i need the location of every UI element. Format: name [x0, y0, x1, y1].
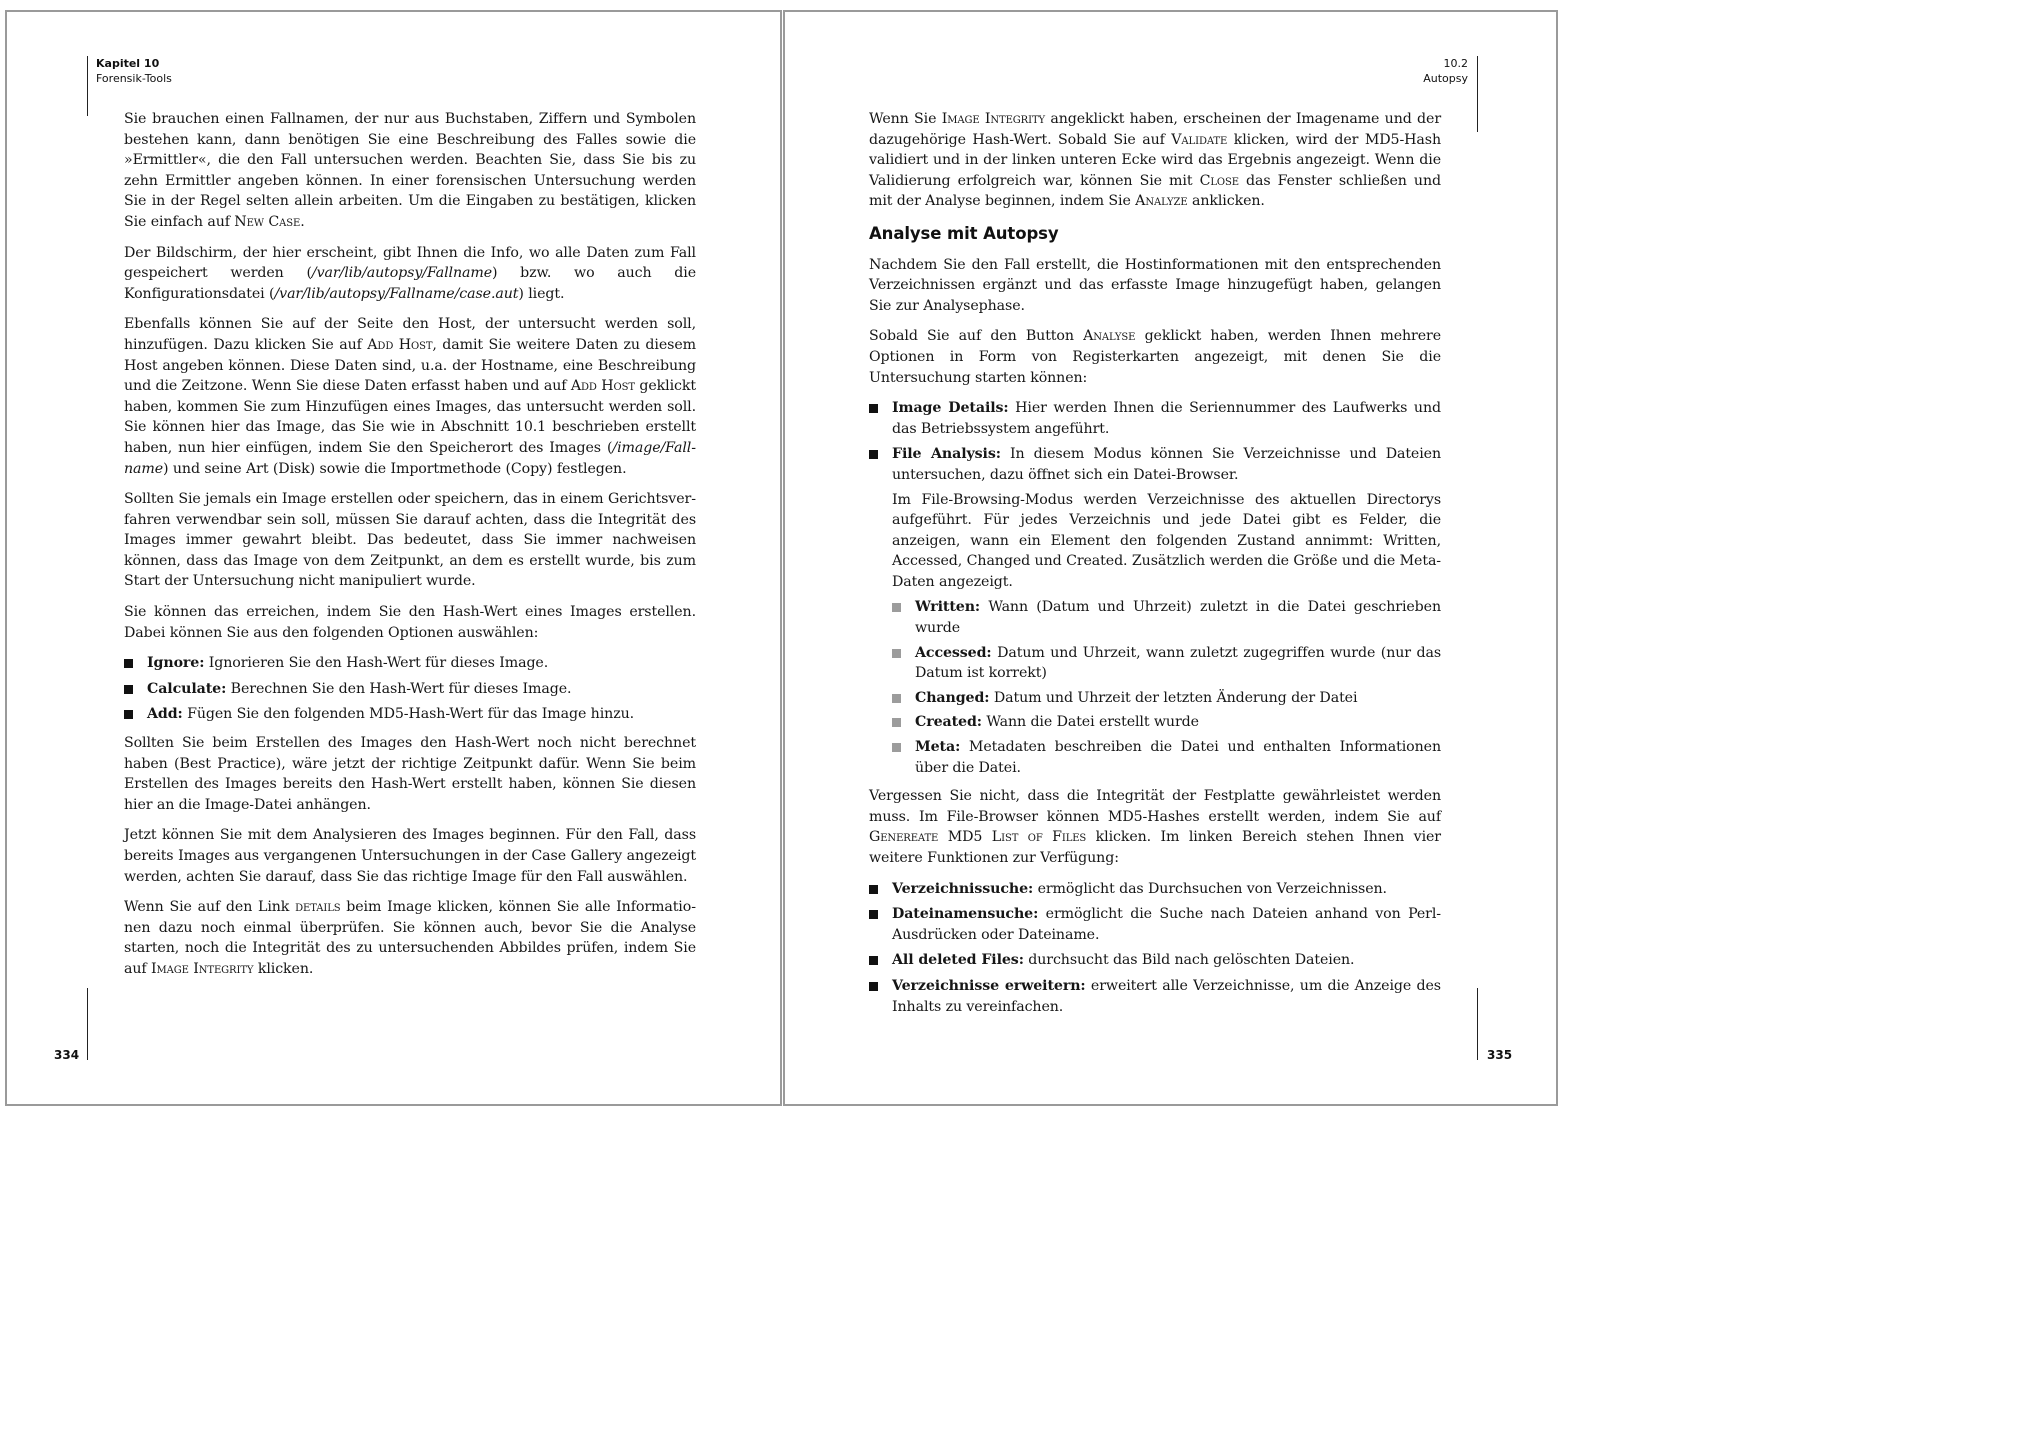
- left-page: [5, 10, 782, 1106]
- sub-list-item: Changed: Datum und Uhrzeit der letzten Änderung der Datei: [892, 688, 1441, 709]
- paragraph: Vergessen Sie nicht, dass die Integrität der Festplatte gewährleistet werden muss. Im File-Browser können MD5-Hashes erstellt werden, indem Sie auf Genereate MD5 List of Files klicken. Im linken Bereich stehen Ihnen vier weitere Funktionen zur Verfügung:: [869, 788, 1441, 866]
- functions-list: [869, 879, 1441, 1018]
- hash-options-list: [124, 653, 696, 725]
- paragraph: Wenn Sie Image Integrity angeklickt haben, erscheinen der Imagename und der dazugehörige Hash-Wert. Sobald Sie auf Validate klicken, wird der MD5-Hash validiert und in der linken unteren Ecke wird das Ergebnis angezeigt. Wenn die Validierung erfolgreich war, können Sie mit Close das Fenster schließen und mit der Analyse beginnen, indem Sie Analyze anklicken.: [869, 111, 1441, 210]
- chapter-title: Forensik-Tools: [96, 72, 172, 85]
- list-item: Dateinamensuche: ermöglicht die Suche nach Dateien anhand von Perl-Ausdrücken oder Dateiname.: [869, 904, 1441, 945]
- paragraph: Jetzt können Sie mit dem Analysieren des Images beginnen. Für den Fall, dass bereits Images aus vergangenen Untersuchungen in der Case Gallery angezeigt werden, achten Sie darauf, dass Sie das richtige Image für den Fall auswählen.: [124, 827, 696, 885]
- paragraph: Sie brauchen einen Fallnamen, der nur aus Buchstaben, Ziffern und Symbolen bestehen kann, dann benötigen Sie eine Beschreibung des Falles sowie die »Ermittler«, die den Fall untersuchen werden. Beachten Sie, dass Sie bis zu zehn Ermittler angeben können. In einer forensischen Untersuchung werden Sie in der Regel selten allein arbeiten. Um die Eingaben zu bestätigen, klicken Sie einfach auf New Case.: [124, 111, 696, 230]
- list-item: All deleted Files: durchsucht das Bild nach gelöschten Dateien.: [869, 950, 1441, 971]
- list-item: Verzeichnissuche: ermöglicht das Durchsuchen von Verzeichnissen.: [869, 879, 1441, 900]
- paragraph: Der Bildschirm, der hier erscheint, gibt Ihnen die Info, wo alle Daten zum Fall gespeichert werden (/var/lib/autopsy/Fallname) bzw. wo auch die Konfigurationsdatei (/var/lib/autopsy/Fallname/case.aut) liegt.: [124, 244, 696, 302]
- page-number: 335: [1487, 1048, 1513, 1062]
- paragraph: Sollten Sie beim Erstellen des Images den Hash-Wert noch nicht berechnet haben (Best Practice), wäre jetzt der richtige Zeitpunkt dafür. Wenn Sie beim Erstellen des Images bereits den Hash-Wert erstellt haben, können Sie diesen hier an die Image-Datei anhängen.: [124, 735, 696, 813]
- sub-list-item: Created: Wann die Datei erstellt wurde: [892, 712, 1441, 733]
- paragraph: Im File-Browsing-Modus werden Verzeichnisse des aktuellen Directorys aufgeführt. Für jedes Verzeichnis und jede Datei gibt es Felder, die anzeigen, wann ein Element den folgenden Zustand annimmt: Written, Accessed, Changed und Created. Zusätzlich werden die Größe und die Meta-Daten angezeigt.: [892, 491, 1441, 590]
- sub-list-item: Meta: Metadaten beschreiben die Datei und enthalten Informationen über die Datei.: [892, 737, 1441, 778]
- section-title: Autopsy: [1423, 72, 1468, 85]
- paragraph: Nachdem Sie den Fall erstellt, die Hostinformationen mit den entsprechenden Verzeichnissen ergänzt und das erfasste Image hinzugefügt haben, gelangen Sie zur Analysephase.: [869, 256, 1441, 314]
- list-item: File Analysis: In diesem Modus können Sie Verzeichnisse und Dateien untersuchen, dazu öffnet sich ein Datei-Browser. Im File-Browsing-Modus werden Verzeichnisse des aktuellen Directorys aufgeführt. Für jedes Verzeichnis und jede Datei gibt es Felder, die anzeigen, wann ein Element den folgenden Zustand annimmt: Written, Accessed, Changed und Created. Zusätzlich werden die Größe und die Meta-Daten angezeigt. Written: Wann (Datum und Uhrzeit) zuletzt in die Datei geschrieben wurde Accessed: Datum und Uhrzeit, wann zuletzt zugegriffen wurde (nur das Datum ist korrekt) Changed: Datum und Uhrzeit der letzten Änderung der Datei Created: Wann die Datei erstellt wurde Meta: Metadaten beschreiben die Datei und enthalten Informationen über die Datei.: [869, 444, 1441, 778]
- paragraph: Sie können das erreichen, indem Sie den Hash-Wert eines Images erstellen. Dabei können Sie aus den folgenden Optionen auswählen:: [124, 604, 696, 641]
- left-text-column: [124, 109, 696, 990]
- section-heading: Analyse mit Autopsy: [869, 223, 1059, 243]
- sub-list-item: Written: Wann (Datum und Uhrzeit) zuletzt in die Datei geschrieben wurde: [892, 597, 1441, 638]
- analysis-tabs-list: [869, 398, 1441, 778]
- footer-rule: [1477, 988, 1478, 1060]
- running-header: [96, 56, 172, 86]
- list-item: Image Details: Hier werden Ihnen die Seriennummer des Laufwerks und das Betriebssystem angeführt.: [869, 398, 1441, 439]
- paragraph: Sollten Sie jemals ein Image erstellen oder speichern, das in einem Gerichtsverfahren verwendbar sein soll, müssen Sie darauf achten, dass die Integrität des Images immer gewahrt bleibt. Das bedeutet, dass Sie immer nachweisen können, dass das Image von dem Zeitpunkt, an dem es erstellt wurde, bis zum Start der Untersuchung nicht manipuliert wurde.: [124, 491, 696, 590]
- chapter-label: Kapitel 10: [96, 57, 160, 70]
- sub-list-item: Accessed: Datum und Uhrzeit, wann zuletzt zugegriffen wurde (nur das Datum ist korrekt): [892, 643, 1441, 684]
- right-page: [783, 10, 1558, 1106]
- list-item: Ignore: Ignorieren Sie den Hash-Wert für dieses Image.: [124, 653, 696, 674]
- section-number: 10.2: [1443, 57, 1468, 70]
- paragraph: Wenn Sie auf den Link details beim Image klicken, können Sie alle Informationen dazu noch einmal überprüfen. Sie können auch, bevor Sie die Analyse starten, noch die Integrität des zu untersuchenden Abbildes prüfen, indem Sie auf Image Integrity klicken.: [124, 899, 696, 977]
- page-number: 334: [54, 1048, 80, 1062]
- paragraph: Ebenfalls können Sie auf der Seite den Host, der untersucht werden soll, hinzufügen. Dazu klicken Sie auf Add Host, damit Sie weitere Daten zu diesem Host angeben können. Diese Daten sind, u.a. der Hostname, eine Beschreibung und die Zeitzone. Wenn Sie diese Daten erfasst haben und auf Add Host geklickt haben, kommen Sie zum Hinzufügen eines Images, das untersucht werden soll. Sie können hier das Image, das Sie wie in Abschnitt 10.1 beschrieben erstellt haben, nun hier einfügen, indem Sie den Speicherort des Images (/image/Fallname) und seine Art (Disk) sowie die Importmethode (Copy) festlegen.: [124, 316, 696, 477]
- header-rule: [1477, 56, 1478, 132]
- right-text-column: [869, 109, 1441, 1025]
- paragraph: Sobald Sie auf den Button Analyse geklickt haben, werden Ihnen mehrere Optionen in Form von Registerkarten angezeigt, mit denen Sie die Untersuchung starten können:: [869, 328, 1441, 386]
- timestamp-fields-list: [892, 597, 1441, 778]
- footer-rule: [87, 988, 88, 1060]
- header-rule: [87, 56, 88, 116]
- list-item: Verzeichnisse erweitern: erweitert alle Verzeichnisse, um die Anzeige des Inhalts zu vereinfachen.: [869, 976, 1441, 1017]
- list-item: Add: Fügen Sie den folgenden MD5-Hash-Wert für das Image hinzu.: [124, 704, 696, 725]
- running-header: [1423, 56, 1468, 86]
- list-item: Calculate: Berechnen Sie den Hash-Wert für dieses Image.: [124, 679, 696, 700]
